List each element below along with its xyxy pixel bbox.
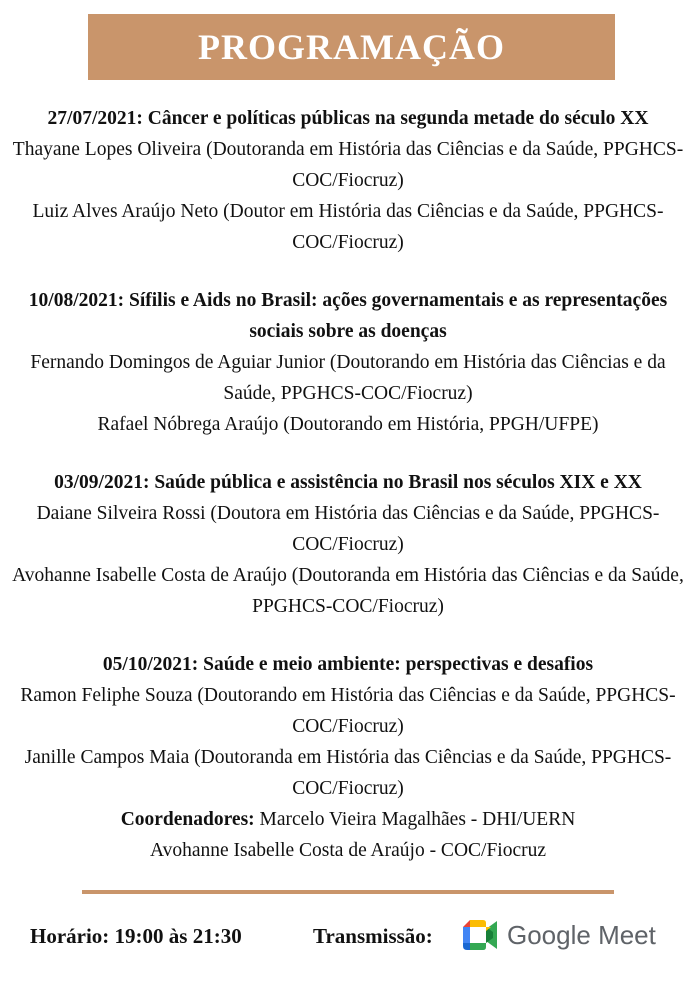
speaker: Avohanne Isabelle Costa de Araújo (Doutoranda em História das Ciências e da Saúde, PPGHCS-COC/Fiocruz) xyxy=(12,565,684,617)
page-title: PROGRAMAÇÃO xyxy=(198,27,505,67)
transmission-label: Transmissão: xyxy=(313,924,433,948)
speaker: Fernando Domingos de Aguiar Junior (Doutorando em História das Ciências e da Saúde, PPGHCS-COC/Fiocruz) xyxy=(30,352,666,404)
google-meet-icon xyxy=(461,918,499,952)
coordinators-line xyxy=(10,804,686,835)
session-4 xyxy=(10,649,686,866)
program-content xyxy=(10,103,686,866)
session-title: 05/10/2021: Saúde e meio ambiente: perspectivas e desafios xyxy=(102,654,594,675)
session-1 xyxy=(10,103,686,258)
coordinator: Avohanne Isabelle Costa de Araújo - COC/Fiocruz xyxy=(149,840,547,861)
speaker: Daiane Silveira Rossi (Doutora em História das Ciências e da Saúde, PPGHCS-COC/Fiocruz) xyxy=(36,503,660,555)
speaker: Janille Campos Maia (Doutoranda em História das Ciências e da Saúde, PPGHCS-COC/Fiocruz) xyxy=(24,747,672,799)
coordinator: Marcelo Vieira Magalhães - DHI/UERN xyxy=(259,809,576,830)
coordinators-label: Coordenadores: xyxy=(120,809,255,830)
speaker: Luiz Alves Araújo Neto (Doutor em História das Ciências e da Saúde, PPGHCS-COC/Fiocruz) xyxy=(32,201,664,253)
speaker: Thayane Lopes Oliveira (Doutoranda em História das Ciências e da Saúde, PPGHCS-COC/Fiocruz) xyxy=(12,139,684,191)
session-title: 03/09/2021: Saúde pública e assistência no Brasil nos séculos XIX e XX xyxy=(54,472,642,493)
session-title: 27/07/2021: Câncer e políticas públicas na segunda metade do século XX xyxy=(47,108,649,129)
session-3 xyxy=(10,467,686,622)
divider xyxy=(82,890,614,894)
speaker: Ramon Feliphe Souza (Doutorando em História das Ciências e da Saúde, PPGHCS-COC/Fiocruz) xyxy=(20,685,676,737)
speaker: Rafael Nóbrega Araújo (Doutorando em História, PPGH/UFPE) xyxy=(97,414,599,435)
platform-name: Google Meet xyxy=(507,919,656,950)
program-header xyxy=(88,14,615,80)
schedule-text: Horário: 19:00 às 21:30 xyxy=(30,924,242,948)
google-meet-logo xyxy=(461,918,656,952)
footer xyxy=(0,915,696,960)
session-2 xyxy=(10,285,686,440)
session-title: 10/08/2021: Sífilis e Aids no Brasil: ações governamentais e as representações sociais sobre as doenças xyxy=(28,290,668,342)
